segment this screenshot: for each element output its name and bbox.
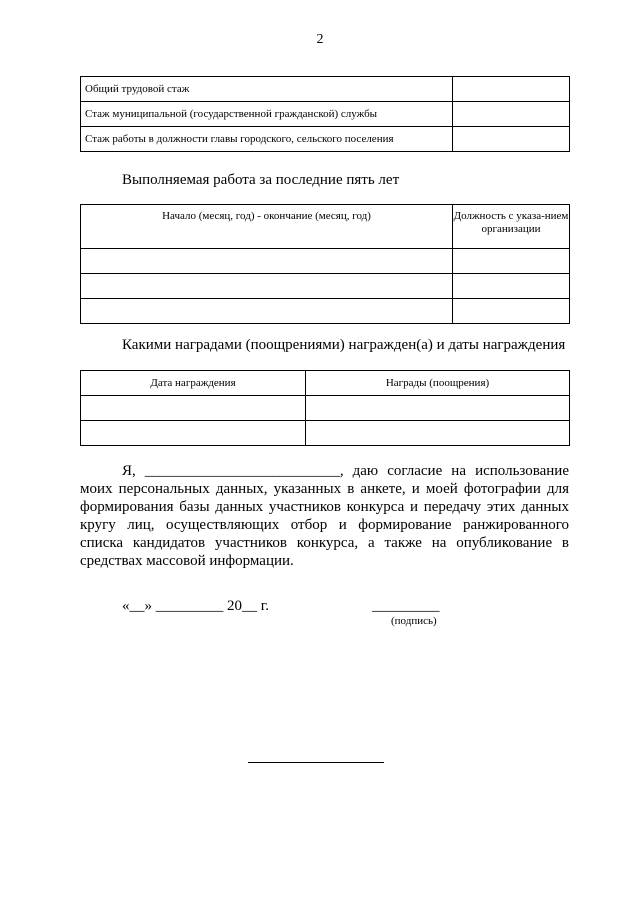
consent-paragraph: Я, __________________________, даю согласие на использование моих персональных данных, указанных в анкете, и моей фотографии для формирования базы данных участников конкурса и передачу этих данных кругу лиц, осуществляющих отбор и формирование ранжированного списка кандидатов участников конкурса, а также на опубликование в средствах массовой информации. [80,463,569,569]
experience-value-cell[interactable] [453,77,570,102]
experience-value-cell[interactable] [453,127,570,152]
awards-table [80,370,570,446]
award-date-header: Дата награждения [81,371,306,396]
bottom-divider [248,762,384,763]
table-row [81,421,570,446]
table-row [81,299,570,324]
award-name-cell[interactable] [306,396,570,421]
work-position-cell[interactable] [453,249,570,274]
work-period-header: Начало (месяц, год) - окончание (месяц, год) [81,205,453,249]
experience-label: Стаж работы в должности главы городского, сельского поселения [81,127,453,152]
work-table [80,204,570,324]
signature-label: (подпись) [391,615,437,627]
award-date-cell[interactable] [81,421,306,446]
experience-table [80,76,570,152]
table-header-row [81,205,570,249]
table-row [81,102,570,127]
work-position-header: Должность с указа-нием организации [453,205,570,249]
table-row [81,127,570,152]
experience-label: Стаж муниципальной (государственной гражданской) службы [81,102,453,127]
work-period-cell[interactable] [81,299,453,324]
award-date-cell[interactable] [81,396,306,421]
work-position-cell[interactable] [453,299,570,324]
date-field[interactable]: «__» _________ 20__ г. [122,598,269,614]
page-number: 2 [316,32,324,47]
awards-section-heading: Какими наградами (поощрениями) награжден(а) и даты награждения [122,337,566,353]
table-header-row [81,371,570,396]
work-period-cell[interactable] [81,274,453,299]
table-row [81,77,570,102]
signature-field[interactable]: _________ [372,598,440,614]
work-section-heading: Выполняемая работа за последние пять лет [122,172,400,188]
work-period-cell[interactable] [81,249,453,274]
work-position-cell[interactable] [453,274,570,299]
award-name-cell[interactable] [306,421,570,446]
table-row [81,249,570,274]
experience-label: Общий трудовой стаж [81,77,453,102]
table-row [81,396,570,421]
table-row [81,274,570,299]
experience-value-cell[interactable] [453,102,570,127]
award-name-header: Награды (поощрения) [306,371,570,396]
